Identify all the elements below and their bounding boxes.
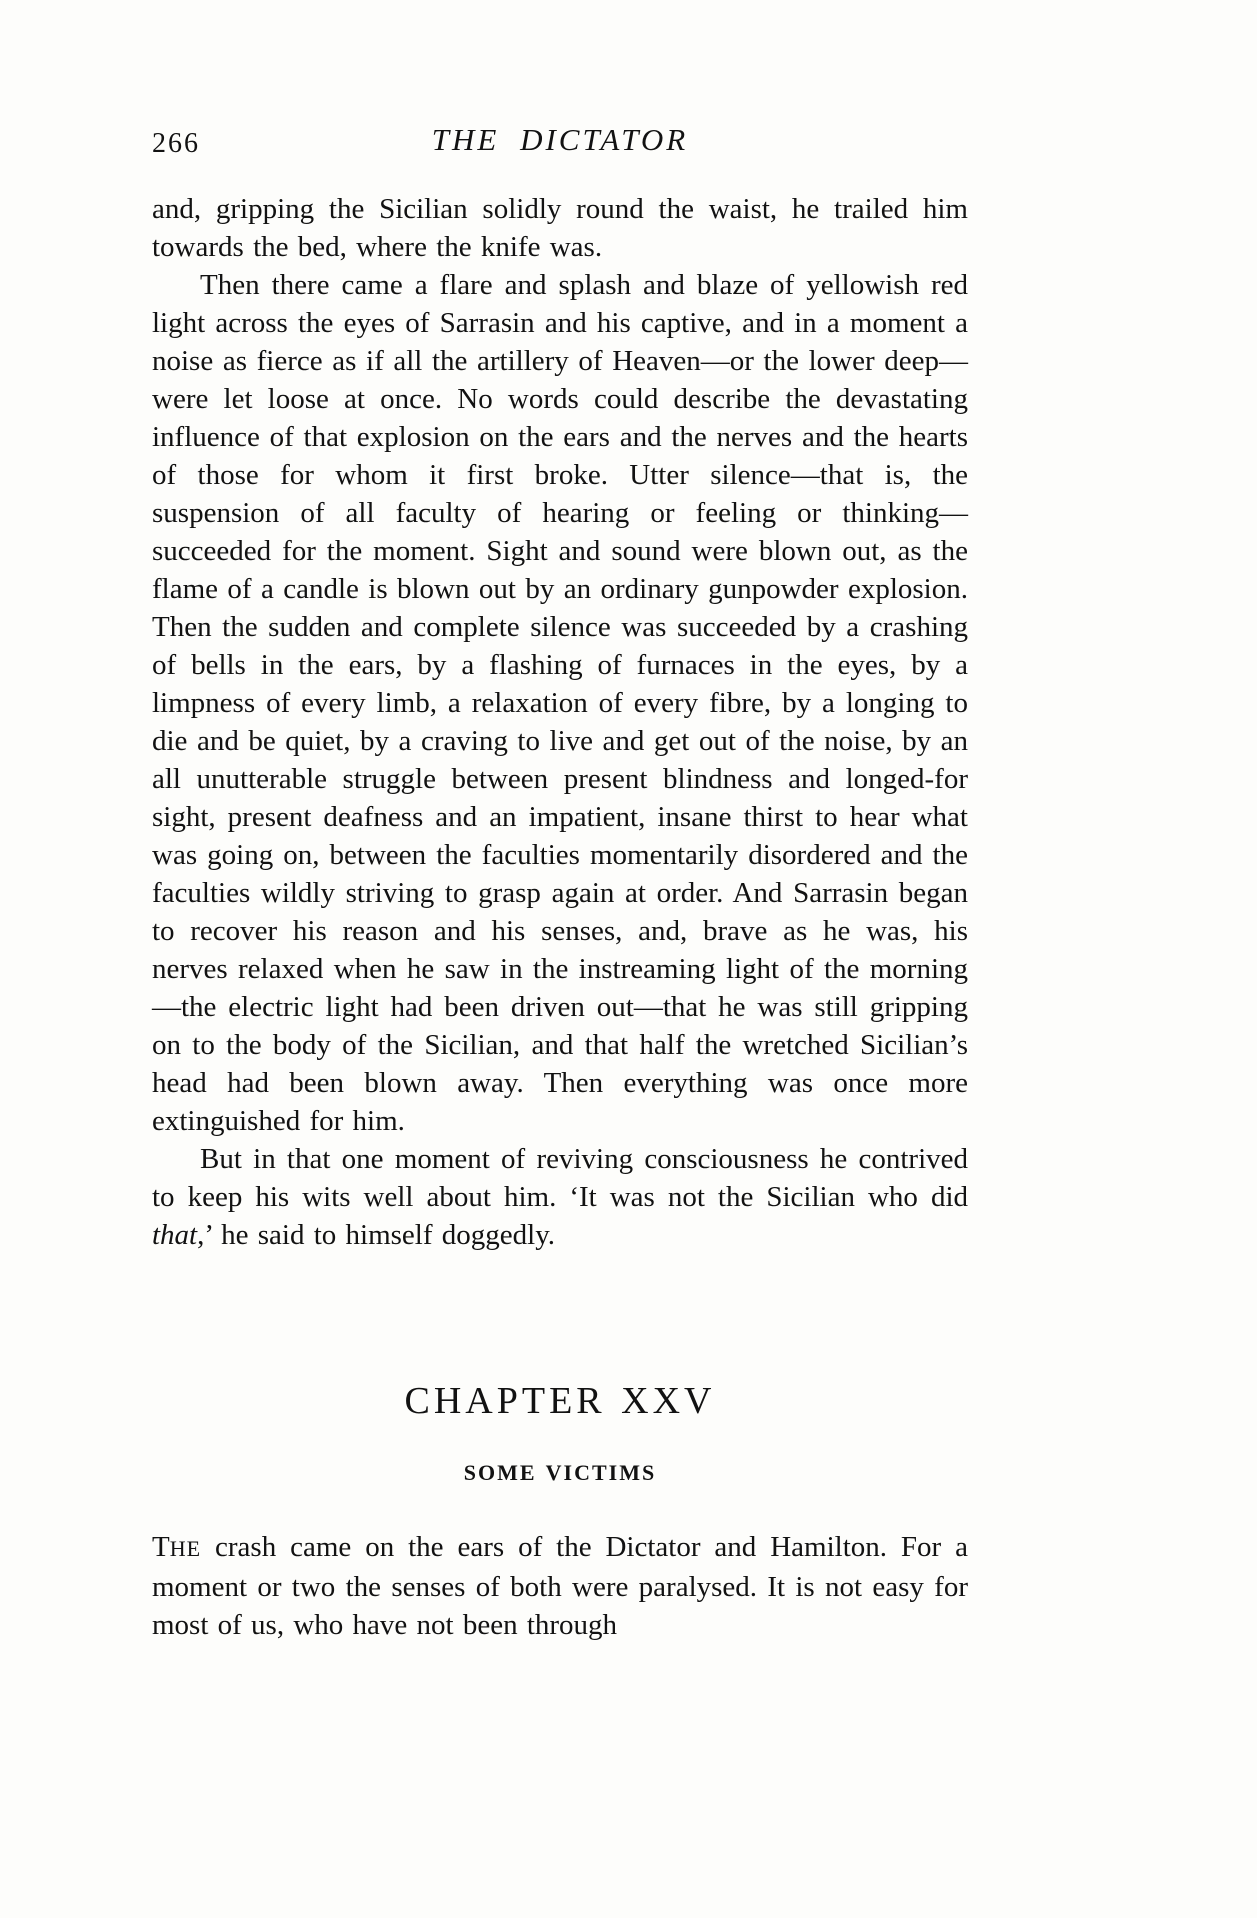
- page-number: 266: [152, 128, 200, 159]
- chapter-opening-paragraph: [152, 1528, 968, 1644]
- lead-initial: T: [152, 1531, 170, 1563]
- paragraph-continuation: and, gripping the Sicilian solidly round the waist, he trailed him towards the bed, where the knife was.: [152, 193, 968, 263]
- paragraph-resolve: [152, 1140, 968, 1254]
- paragraph-explosion: Then there came a flare and splash and blaze of yellowish red light across the eyes of Sarrasin and his captive, and in a moment a noise as fierce as if all the artillery of Heaven—or the lower deep—were let loose at once. No words could describe the devastating influence of that explosion on the ears and the nerves and the hearts of those for whom it first broke. Utter silence—that is, the suspension of all faculty of hearing or feeling or thinking—succeeded for the moment. Sight and sound were blown out, as the flame of a candle is blown out by an ordinary gunpowder explosion. Then the sudden and complete silence was succeeded by a crashing of bells in the ears, by a flashing of furnaces in the eyes, by a limpness of every limb, a relaxation of every fibre, by a longing to die and be quiet, by a craving to live and get out of the noise, by an all unutterable struggle between present blindness and longed-for sight, present deafness and an impatient, insane thirst to hear what was going on, between the faculties momentarily disordered and the faculties wildly striving to grasp again at order. And Sarrasin began to recover his reason and his senses, and, brave as he was, his nerves relaxed when he saw in the instreaming light of the morning—the electric light had been driven out—that he was still gripping on to the body of the Sicilian, and that half the wretched Sicilian’s head had been blown away. Then everything was once more extinguished for him.: [152, 269, 968, 1137]
- paragraph-resolve-text-after: ,’ he said to himself doggedly.: [197, 1219, 556, 1251]
- lead-small-caps: HE: [169, 1536, 202, 1561]
- page-header: [152, 122, 968, 166]
- chapter-heading: CHAPTER XXV: [404, 1380, 716, 1422]
- chapter-heading-block: [152, 1382, 968, 1484]
- running-title: THE DICTATOR: [431, 122, 689, 157]
- paragraph-resolve-text-before: But in that one moment of reviving consciousness he contrived to keep his wits well about him. ‘It was not the Sicilian who did: [152, 1143, 968, 1213]
- chapter-opening-text: crash came on the ears of the Dictator and Hamilton. For a moment or two the senses of both were paralysed. It is not easy for most of us, who have not been through: [152, 1531, 968, 1641]
- page-text: [152, 190, 968, 1644]
- chapter-subtitle: SOME VICTIMS: [463, 1460, 657, 1485]
- emphasized-word: that: [152, 1219, 198, 1251]
